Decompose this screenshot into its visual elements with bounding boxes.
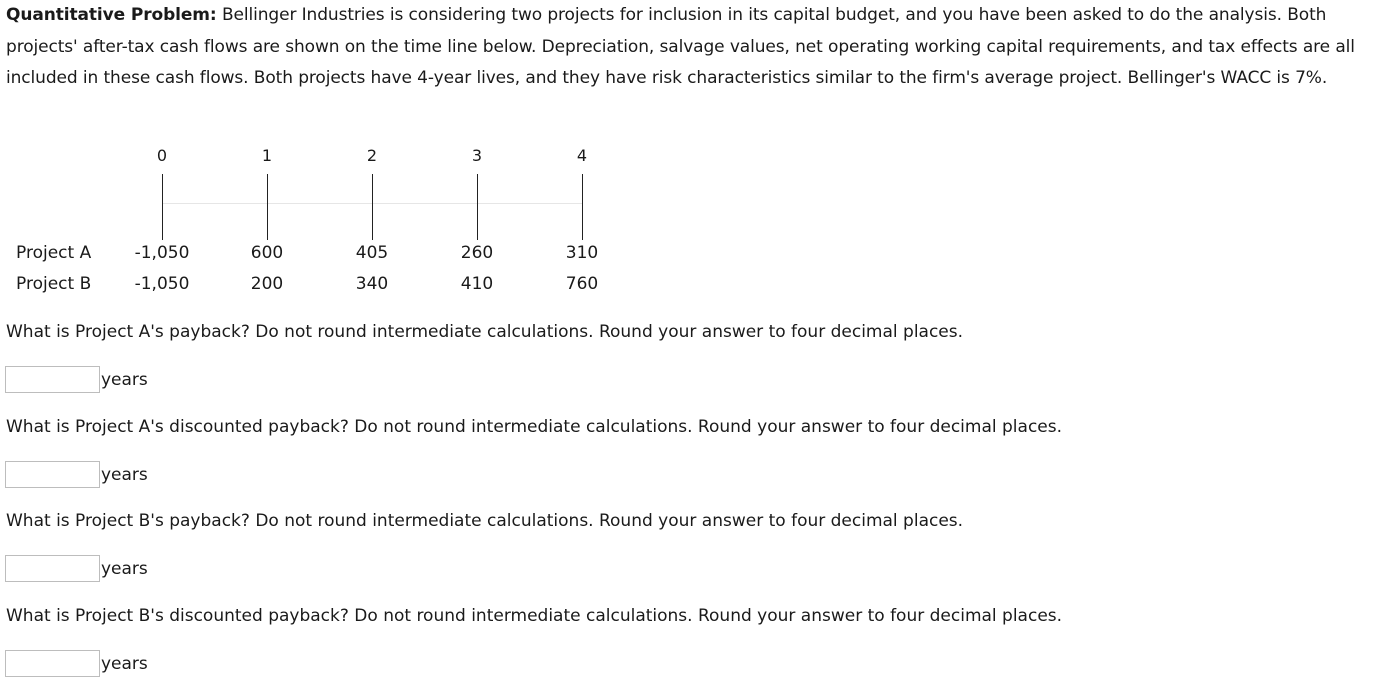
project-b-cf-1: 200 bbox=[250, 274, 284, 294]
period-tick-2 bbox=[372, 174, 373, 240]
period-label-1: 1 bbox=[261, 146, 273, 165]
period-label-2: 2 bbox=[366, 146, 378, 165]
cash-flow-timeline bbox=[0, 140, 700, 300]
question-a-payback: What is Project A's payback? Do not round intermediate calculations. Round your answer to four decimal places. bbox=[6, 322, 964, 342]
answer-b-discounted-payback-unit: years bbox=[101, 654, 148, 674]
period-label-4: 4 bbox=[576, 146, 588, 165]
project-b-label: Project B bbox=[16, 274, 92, 294]
question-b-payback: What is Project B's payback? Do not round intermediate calculations. Round your answer to four decimal places. bbox=[6, 511, 964, 531]
project-b-cf-3: 410 bbox=[460, 274, 494, 294]
period-tick-1 bbox=[267, 174, 268, 240]
answer-a-discounted-payback-unit: years bbox=[101, 465, 148, 485]
period-label-0: 0 bbox=[156, 146, 168, 165]
answer-b-payback-input[interactable] bbox=[5, 555, 100, 582]
period-tick-4 bbox=[582, 174, 583, 240]
period-label-3: 3 bbox=[471, 146, 483, 165]
problem-title: Quantitative Problem: bbox=[6, 5, 217, 25]
project-a-cf-2: 405 bbox=[355, 243, 389, 263]
project-b-cf-2: 340 bbox=[355, 274, 389, 294]
period-tick-0 bbox=[162, 174, 163, 240]
answer-b-discounted-payback-input[interactable] bbox=[5, 650, 100, 677]
answer-b-payback-unit: years bbox=[101, 559, 148, 579]
project-a-cf-3: 260 bbox=[460, 243, 494, 263]
project-a-label: Project A bbox=[16, 243, 92, 263]
problem-text: Bellinger Industries is considering two projects for inclusion in its capital budget, and you have been asked to do the analysis. Both projects' after-tax cash flows are shown on the time line below. Depreciation, salvage values, net operating working capital requirements, and tax effects are all included in these cash flows. Both projects have 4-year lives, and they have risk characteristics similar to the firm's average project. Bellinger's WACC is 7%. bbox=[6, 5, 1355, 88]
answer-a-payback-unit: years bbox=[101, 370, 148, 390]
project-b-cf-4: 760 bbox=[565, 274, 599, 294]
question-b-discounted-payback: What is Project B's discounted payback? Do not round intermediate calculations. Round your answer to four decimal places. bbox=[6, 606, 1063, 626]
project-b-cf-0: -1,050 bbox=[134, 274, 190, 294]
project-a-cf-4: 310 bbox=[565, 243, 599, 263]
project-a-cf-1: 600 bbox=[250, 243, 284, 263]
project-a-cf-0: -1,050 bbox=[134, 243, 190, 263]
question-a-discounted-payback: What is Project A's discounted payback? Do not round intermediate calculations. Round your answer to four decimal places. bbox=[6, 417, 1063, 437]
answer-a-discounted-payback-input[interactable] bbox=[5, 461, 100, 488]
answer-a-payback-input[interactable] bbox=[5, 366, 100, 393]
problem-statement bbox=[6, 0, 1384, 95]
period-tick-3 bbox=[477, 174, 478, 240]
